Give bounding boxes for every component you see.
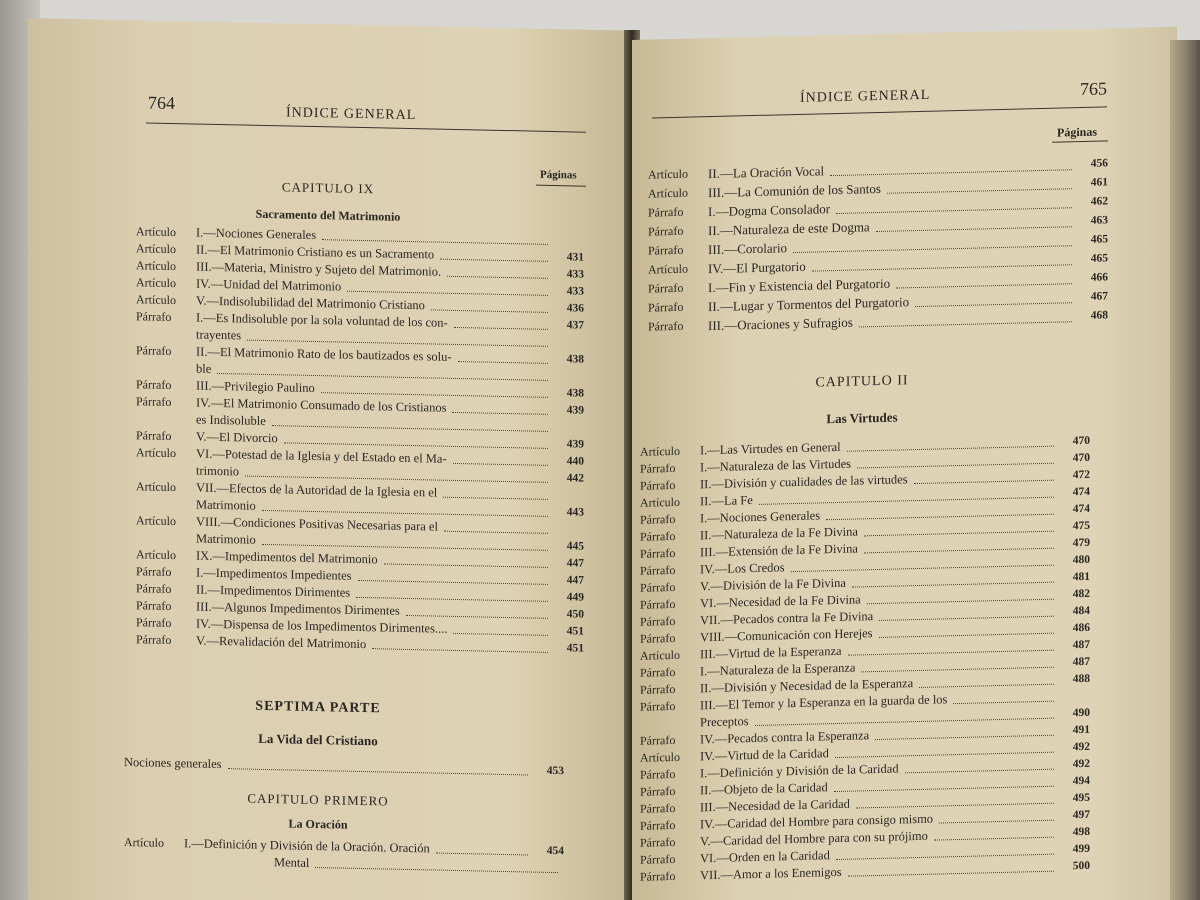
- dot-leader: [879, 633, 1054, 638]
- dot-leader: [879, 616, 1054, 621]
- entry-text: II.—Naturaleza de este Dogma: [708, 219, 870, 239]
- entry-page: 492: [1072, 757, 1090, 771]
- entry-text: VII.—Amor a los Enemigos: [700, 864, 842, 883]
- entry-text: I.—Las Virtudes en General: [700, 439, 841, 458]
- dot-leader: [452, 412, 548, 415]
- entry-kind: Párrafo: [648, 318, 684, 334]
- entry-kind: Artículo: [648, 261, 688, 277]
- entry-text: VIII.—Comunicación con Herejes: [700, 626, 873, 645]
- entry-text: II.—División y cualidades de las virtudes: [700, 472, 908, 492]
- entry-text: I.—Definición y División de la Caridad: [700, 761, 899, 781]
- entry-text: III.—Extensión de la Fe Divina: [700, 541, 858, 560]
- dot-leader: [384, 563, 548, 567]
- entry-kind: Artículo: [136, 547, 176, 563]
- last-entry: [124, 834, 564, 877]
- entry-text: III.—Algunos Impedimentos Dirimentes: [196, 599, 400, 618]
- paginas-rule: [536, 185, 586, 187]
- toc-entry: [124, 754, 564, 780]
- entry-text: III.—Oraciones y Sufragios: [708, 314, 853, 334]
- entry-page: 486: [1072, 621, 1090, 635]
- entry-text: VI.—Potestad de la Iglesia y del Estado en el Ma-: [196, 446, 447, 466]
- entry-kind: Párrafo: [640, 868, 676, 884]
- entry-kind: Párrafo: [640, 579, 676, 595]
- dot-leader: [443, 497, 548, 500]
- entry-text: I.—Dogma Consolador: [708, 201, 831, 220]
- entry-kind: Artículo: [136, 445, 176, 461]
- entry-page: 451: [566, 642, 584, 655]
- entry-kind: Párrafo: [136, 615, 172, 631]
- entry-text: IV.—Los Credos: [700, 560, 785, 577]
- entry-page: 481: [1072, 570, 1090, 584]
- dot-leader: [914, 480, 1054, 484]
- entry-page: 465: [1090, 252, 1108, 265]
- dot-leader: [447, 276, 548, 279]
- dot-leader: [919, 684, 1054, 688]
- entry-text: III.—Corolario: [708, 240, 788, 258]
- entry-text: II.—Impedimentos Dirimentes: [196, 582, 351, 600]
- entry-page: 456: [1090, 157, 1108, 170]
- dot-leader: [934, 837, 1054, 841]
- chapter-title: CAPITULO IX: [281, 179, 375, 197]
- entry-text: VIII.—Condiciones Positivas Necesarias para el: [196, 514, 438, 534]
- entry-page: 479: [1072, 536, 1090, 550]
- dot-leader: [905, 769, 1054, 774]
- entry-text: ble: [196, 361, 212, 376]
- entry-text: I.—Naturaleza de la Esperanza: [700, 660, 856, 679]
- entry-text: V.—Indisolubilidad del Matrimonio Cristiano: [196, 293, 425, 313]
- entry-page: 492: [1072, 740, 1090, 754]
- entry-kind: Párrafo: [136, 632, 172, 648]
- running-title: ÍNDICE GENERAL: [286, 105, 417, 124]
- entry-page: 436: [566, 302, 584, 315]
- entry-page: 491: [1072, 723, 1090, 737]
- left-page: [28, 18, 628, 900]
- entry-page: 490: [1072, 706, 1090, 720]
- entry-page: 438: [566, 387, 584, 400]
- entry-page: 480: [1072, 553, 1090, 567]
- entry-kind: Párrafo: [136, 377, 172, 393]
- entry-kind: Artículo: [648, 166, 688, 182]
- entry-kind: Artículo: [640, 443, 680, 459]
- entry-kind: Párrafo: [640, 732, 676, 748]
- dot-leader: [915, 302, 1072, 307]
- entry-kind: Párrafo: [640, 851, 676, 867]
- entry-text: II.—Naturaleza de la Fe Divina: [700, 524, 858, 543]
- dot-leader: [228, 768, 528, 775]
- chapter2-title: CAPITULO PRIMERO: [247, 790, 389, 809]
- entry-text: V.—El Divorcio: [196, 429, 278, 446]
- entry-text: III.—Virtud de la Esperanza: [700, 643, 842, 662]
- entry-kind: Párrafo: [648, 242, 684, 258]
- page-edges: [1170, 40, 1200, 900]
- entry-page: 447: [566, 574, 584, 587]
- entry-kind: Párrafo: [640, 766, 676, 782]
- entry-kind: Párrafo: [648, 223, 684, 239]
- entry-kind: Artículo: [136, 513, 176, 529]
- entry-page: 440: [566, 455, 584, 468]
- chapter2-subtitle: La Oración: [288, 816, 348, 832]
- dot-leader: [440, 259, 548, 262]
- entry-kind: Párrafo: [136, 428, 172, 444]
- entry-text: I.—Fin y Existencia del Purgatorio: [708, 275, 891, 296]
- entry-kind: Párrafo: [640, 664, 676, 680]
- entry-kind: Artículo: [136, 224, 176, 240]
- entry-page: 472: [1072, 468, 1090, 482]
- entry-kind: Párrafo: [136, 564, 172, 580]
- entry-text: I.—Naturaleza de las Virtudes: [700, 456, 852, 475]
- entry-text: III.—Materia, Ministro y Sujeto del Matrimonio.: [196, 259, 442, 279]
- entry-text: II.—La Oración Vocal: [708, 163, 825, 182]
- entry-page: 439: [566, 438, 584, 451]
- dot-leader: [315, 867, 558, 873]
- entry-kind: Párrafo: [640, 460, 676, 476]
- entry-text: IV.—El Purgatorio: [708, 258, 806, 277]
- entry-kind: Párrafo: [640, 545, 676, 561]
- entry-page: 494: [1072, 774, 1090, 788]
- entry-page: 431: [566, 251, 584, 264]
- entry-page: 499: [1072, 842, 1090, 856]
- entry-text: IV.—El Matrimonio Consumado de los Cristianos: [196, 395, 447, 415]
- entry-kind: Párrafo: [648, 299, 684, 315]
- dot-leader: [859, 321, 1072, 327]
- header-rule: [652, 106, 1107, 118]
- entry-text: III.—La Comunión de los Santos: [708, 180, 881, 201]
- dot-leader: [436, 853, 528, 856]
- entry-page: 437: [566, 319, 584, 332]
- entry-page: 439: [566, 404, 584, 417]
- entry-page: 487: [1072, 638, 1090, 652]
- nociones-entry: [124, 754, 564, 780]
- entry-kind: Párrafo: [640, 562, 676, 578]
- dot-leader: [953, 701, 1054, 704]
- entry-text: Nociones generales: [124, 755, 222, 772]
- entry-page: 442: [566, 472, 584, 485]
- part-subtitle: La Vida del Cristiano: [258, 730, 378, 749]
- dot-leader: [444, 531, 548, 534]
- entry-kind: Párrafo: [640, 477, 676, 493]
- entry-page: 466: [1090, 271, 1108, 284]
- entry-kind: Artículo: [136, 275, 176, 291]
- entry-page: 443: [566, 506, 584, 519]
- entry-text: III.—Necesidad de la Caridad: [700, 796, 850, 815]
- chapter-subtitle: Las Virtudes: [826, 409, 898, 427]
- entry-kind: Artículo: [136, 292, 176, 308]
- entry-text: VII.—Efectos de la Autoridad de la Iglesia en el: [196, 480, 438, 500]
- entry-page: 465: [1090, 233, 1108, 246]
- entry-kind: Artículo: [136, 479, 176, 495]
- entry-page: 468: [1090, 309, 1108, 322]
- entry-text: V.—División de la Fe Divina: [700, 575, 846, 594]
- entry-kind: Párrafo: [640, 783, 676, 799]
- dot-leader: [347, 291, 548, 296]
- entry-page: 484: [1072, 604, 1090, 618]
- part-title: SEPTIMA PARTE: [255, 698, 381, 717]
- paginas-label: Páginas: [1057, 124, 1098, 140]
- toc-list-bottom: [640, 433, 1090, 886]
- entry-kind: Párrafo: [640, 698, 676, 714]
- header-rule: [146, 122, 586, 132]
- dot-leader: [896, 283, 1072, 288]
- entry-page: 462: [1090, 195, 1108, 208]
- entry-text: Matrimonio: [196, 497, 256, 513]
- entry-text: IV.—Caridad del Hombre para consigo mismo: [700, 811, 934, 832]
- entry-page: 447: [566, 557, 584, 570]
- entry-text: I.—Nociones Generales: [700, 508, 821, 526]
- entry-kind: Párrafo: [136, 394, 172, 410]
- entry-text: III.—Privilegio Paulino: [196, 378, 315, 396]
- dot-leader: [939, 820, 1054, 824]
- entry-text: V.—Revalidación del Matrimonio: [196, 633, 367, 652]
- entry-text: IX.—Impedimentos del Matrimonio: [196, 548, 378, 567]
- entry-page: 470: [1072, 451, 1090, 465]
- entry-kind: Párrafo: [640, 800, 676, 816]
- entry-page: 450: [566, 608, 584, 621]
- entry-page: 487: [1072, 655, 1090, 669]
- entry-text: VI.—Orden en la Caridad: [700, 848, 830, 866]
- entry-text: III.—El Temor y la Esperanza en la guarda de los: [700, 692, 948, 713]
- entry-kind: Párrafo: [640, 630, 676, 646]
- entry-kind: Párrafo: [640, 681, 676, 697]
- entry-page: 467: [1090, 290, 1108, 303]
- entry-kind: Párrafo: [640, 817, 676, 833]
- dot-leader: [875, 735, 1054, 740]
- entry-page: 474: [1072, 502, 1090, 516]
- entry-kind: Párrafo: [640, 613, 676, 629]
- entry-kind: Artículo: [124, 835, 164, 850]
- dot-leader: [453, 463, 548, 466]
- entry-page: 454: [546, 844, 564, 858]
- entry-kind: Artículo: [136, 258, 176, 274]
- running-title: ÍNDICE GENERAL: [800, 87, 931, 106]
- dot-leader: [454, 327, 548, 330]
- entry-kind: Artículo: [136, 241, 176, 257]
- entry-page: 497: [1072, 808, 1090, 822]
- toc-list-top: [648, 154, 1108, 336]
- dot-leader: [848, 871, 1054, 877]
- dot-leader: [356, 597, 548, 602]
- entry-page: 498: [1072, 825, 1090, 839]
- entry-page: 495: [1072, 791, 1090, 805]
- entry-kind: Párrafo: [136, 598, 172, 614]
- entry-text: Matrimonio: [196, 531, 256, 547]
- entry-text: II.—El Matrimonio Cristiano es un Sacramento: [196, 242, 435, 262]
- entry-text: VI.—Necesidad de la Fe Divina: [700, 592, 861, 611]
- entry-page: 451: [566, 625, 584, 638]
- dot-leader: [431, 309, 548, 312]
- entry-kind: Párrafo: [640, 596, 676, 612]
- entry-kind: Párrafo: [648, 280, 684, 296]
- entry-text: trimonio: [196, 463, 240, 479]
- entry-text: I.—Nociones Generales: [196, 225, 317, 243]
- entry-text: es Indisoluble: [196, 412, 266, 428]
- entry-kind: Párrafo: [640, 528, 676, 544]
- entry-text: II.—La Fe: [700, 493, 753, 509]
- entry-text: I.—Es Indisoluble por la sola voluntad de los con-: [196, 310, 448, 330]
- chapter-title: CAPITULO II: [815, 373, 909, 391]
- paginas-label: Páginas: [540, 168, 577, 182]
- page-number: 764: [148, 92, 175, 114]
- entry-text: trayentes: [196, 327, 242, 343]
- entry-page: 475: [1072, 519, 1090, 533]
- entry-text: VII.—Pecados contra la Fe Divina: [700, 609, 874, 628]
- entry-text: Mental: [274, 855, 310, 870]
- entry-kind: Párrafo: [136, 343, 172, 359]
- entry-text: II.—División y Necesidad de la Esperanza: [700, 676, 914, 696]
- entry-page: 433: [566, 268, 584, 281]
- entry-page: 482: [1072, 587, 1090, 601]
- entry-text: Preceptos: [700, 714, 749, 730]
- right-page: [632, 27, 1177, 900]
- entry-page: 461: [1090, 176, 1108, 189]
- entry-text: II.—Objeto de la Caridad: [700, 780, 828, 798]
- entry-kind: Artículo: [648, 185, 688, 201]
- entry-text: II.—El Matrimonio Rato de los bautizados es solu-: [196, 344, 452, 364]
- entry-text: II.—Lugar y Tormentos del Purgatorio: [708, 294, 910, 315]
- entry-kind: Artículo: [640, 647, 680, 663]
- entry-page: 453: [546, 764, 564, 778]
- entry-text: I.—Definición y División de la Oración. Oración: [184, 836, 430, 856]
- entry-kind: Párrafo: [640, 511, 676, 527]
- dot-leader: [458, 361, 548, 364]
- entry-text: IV.—Virtud de la Caridad: [700, 746, 829, 764]
- entry-kind: Párrafo: [136, 309, 172, 325]
- entry-kind: Artículo: [640, 749, 680, 765]
- dot-leader: [406, 615, 548, 619]
- entry-page: 433: [566, 285, 584, 298]
- entry-kind: Párrafo: [136, 581, 172, 597]
- entry-text: I.—Impedimentos Impedientes: [196, 565, 352, 583]
- entry-page: 488: [1072, 672, 1090, 686]
- entry-page: 470: [1072, 434, 1090, 448]
- entry-page: 474: [1072, 485, 1090, 499]
- page-number: 765: [1080, 78, 1107, 100]
- entry-page: 500: [1072, 859, 1090, 873]
- entry-page: 445: [566, 540, 584, 553]
- dot-leader: [453, 633, 548, 636]
- entry-page: 449: [566, 591, 584, 604]
- entry-kind: Párrafo: [648, 204, 684, 220]
- entry-kind: Párrafo: [640, 834, 676, 850]
- dot-leader: [358, 580, 548, 585]
- entry-kind: Artículo: [640, 494, 680, 510]
- entry-page: 438: [566, 353, 584, 366]
- entry-text: IV.—Unidad del Matrimonio: [196, 276, 342, 294]
- entry-text: IV.—Dispensa de los Impedimentos Dirimentes....: [196, 616, 448, 636]
- entry-page: 463: [1090, 214, 1108, 227]
- entry-text: IV.—Pecados contra la Esperanza: [700, 728, 870, 747]
- toc-list: [136, 223, 584, 657]
- dot-leader: [372, 648, 548, 653]
- chapter-subtitle: Sacramento del Matrimonio: [255, 206, 401, 224]
- paginas-rule: [1052, 140, 1108, 142]
- entry-text: V.—Caridad del Hombre para con su prójimo: [700, 828, 928, 849]
